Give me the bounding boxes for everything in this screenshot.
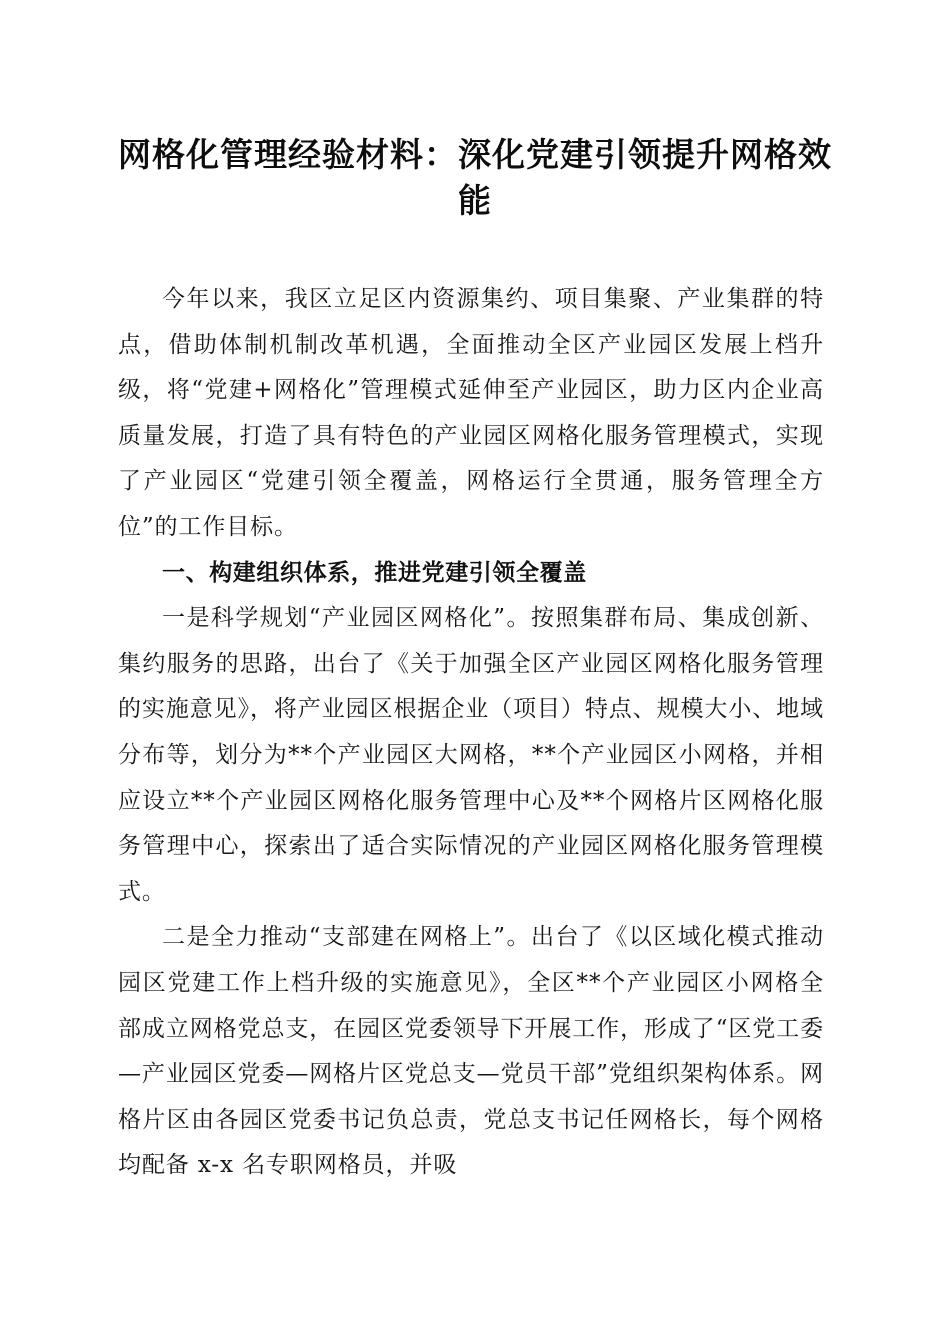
- document-body: [118, 277, 824, 1189]
- paragraph-planning: 一是科学规划“产业园区网格化”。按照集群布局、集成创新、集约服务的思路，出台了《关于加强全区产业园区网格化服务管理的实施意见》，将产业园区根据企业（项目）特点、规模大小、地域分布等，划分为**个产业园区大网格，**个产业园区小网格，并相应设立**个产业园区网格化服务管理中心及**个网格片区网格化服务管理中心，探索出了适合实际情况的产业园区网格化服务管理模式。: [118, 605, 824, 905]
- intro-paragraph: 今年以来，我区立足区内资源集约、项目集聚、产业集群的特点，借助体制机制改革机遇，全面推动全区产业园区发展上档升级，将“党建+网格化”管理模式延伸至产业园区，助力区内企业高质量发展，打造了具有特色的产业园区网格化服务管理模式，实现了产业园区“党建引领全覆盖，网格运行全贯通，服务管理全方位”的工作目标。: [118, 286, 824, 540]
- paragraph-branch: 二是全力推动“支部建在网格上”。出台了《以区域化模式推动园区党建工作上档升级的实施意见》，全区**个产业园区小网格全部成立网格党总支，在园区党委领导下开展工作，形成了“区党工委—产业园区党委—网格片区党总支—党员干部”党组织架构体系。网格片区由各园区党委书记负总责，党总支书记任网格长，每个网格均配备 x-x 名专职网格员，并吸: [118, 924, 824, 1179]
- section-heading-1: 一、构建组织体系，推进党建引领全覆盖: [162, 559, 587, 586]
- document-title: 网格化管理经验材料：深化党建引领提升网格效能: [118, 135, 832, 220]
